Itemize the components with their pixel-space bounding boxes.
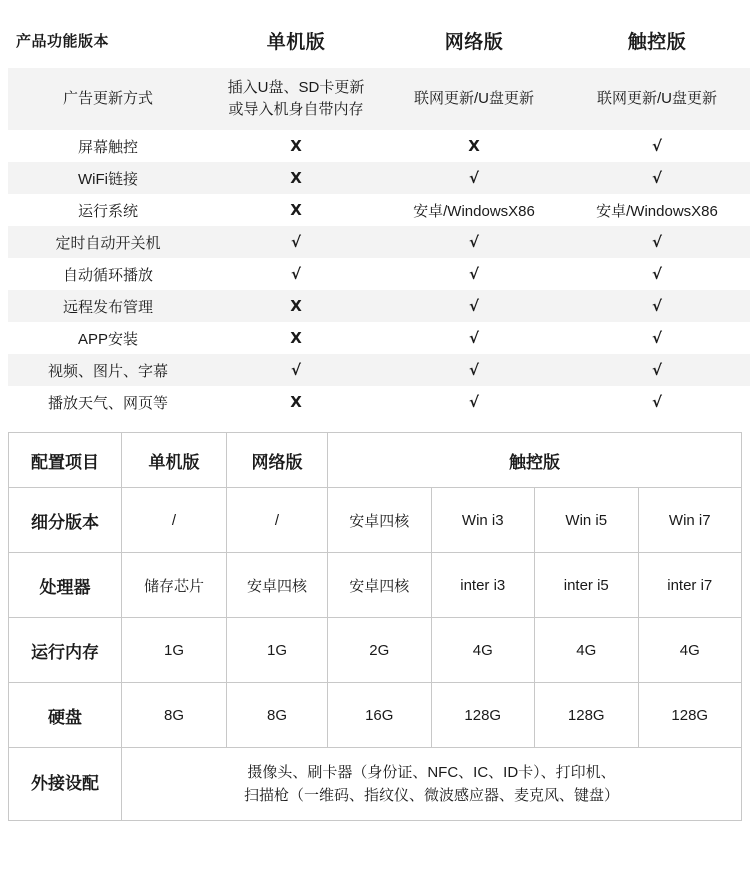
feature-value: X (290, 201, 302, 219)
feature-table-body (8, 12, 750, 418)
feature-value: √ (651, 233, 662, 251)
feature-value: √ (651, 393, 662, 411)
feature-value: 插入U盘、SD卡更新 或导入机身自带内存 (227, 79, 365, 118)
feature-value: √ (290, 233, 301, 251)
feature-label: 广告更新方式 (62, 90, 153, 108)
feature-value: √ (468, 169, 479, 187)
feature-value: 联网更新/U盘更新 (596, 90, 717, 108)
config-value: inter i3 (431, 553, 535, 618)
feature-value: √ (468, 233, 479, 251)
feature-header-touch: 触控版 (627, 31, 687, 53)
config-value: 4G (638, 618, 742, 683)
feature-value: √ (290, 361, 301, 379)
config-value: 2G (328, 618, 432, 683)
feature-value: X (290, 393, 302, 411)
config-value: / (227, 488, 328, 553)
table-row (8, 130, 750, 162)
config-value: inter i5 (535, 553, 639, 618)
feature-value: √ (290, 265, 301, 283)
config-label: 运行内存 (9, 618, 122, 683)
config-value: 128G (431, 683, 535, 748)
configuration-table-body (9, 433, 742, 821)
feature-value: √ (468, 393, 479, 411)
feature-comparison-table (8, 12, 750, 418)
config-peripherals-text: 摄像头、刷卡器（身份证、NFC、IC、ID卡）、打印机、 扫描枪（一维码、指纹仪、微波感应器、麦克风、键盘） (243, 763, 619, 804)
feature-value: √ (651, 361, 662, 379)
config-value: 储存芯片 (122, 553, 227, 618)
config-value: 安卓四核 (227, 553, 328, 618)
table-row (8, 386, 750, 418)
feature-value: √ (468, 265, 479, 283)
feature-label: 运行系统 (77, 202, 138, 220)
feature-value: √ (468, 297, 479, 315)
config-value: inter i7 (638, 553, 742, 618)
config-value: 8G (227, 683, 328, 748)
config-value: 安卓四核 (328, 553, 432, 618)
config-header-item: 配置项目 (9, 433, 122, 488)
feature-table-header-row (8, 12, 750, 68)
feature-value: √ (468, 361, 479, 379)
feature-label: 定时自动开关机 (55, 234, 161, 252)
feature-header-product: 产品功能版本 (16, 32, 110, 50)
config-value: 128G (638, 683, 742, 748)
feature-value: 安卓/WindowsX86 (596, 202, 718, 220)
configuration-table (8, 432, 742, 821)
feature-value: 联网更新/U盘更新 (413, 90, 534, 108)
feature-header-network: 网络版 (444, 31, 504, 53)
config-header-standalone: 单机版 (122, 433, 227, 488)
table-row (8, 290, 750, 322)
config-label: 外接设配 (9, 748, 122, 821)
table-row (8, 354, 750, 386)
spec-sheet-page (0, 12, 750, 888)
feature-label: 播放天气、网页等 (47, 394, 168, 412)
config-value: Win i5 (535, 488, 639, 553)
table-row (8, 68, 750, 130)
config-header-touch: 触控版 (328, 433, 742, 488)
config-value: 8G (122, 683, 227, 748)
table-row (8, 322, 750, 354)
table-row (9, 553, 742, 618)
config-value: 4G (535, 618, 639, 683)
config-value: Win i7 (638, 488, 742, 553)
feature-value: X (290, 329, 302, 347)
table-row (9, 488, 742, 553)
table-row (8, 258, 750, 290)
feature-label: 自动循环播放 (62, 266, 153, 284)
feature-header-standalone: 单机版 (266, 31, 326, 53)
config-header-row (9, 433, 742, 488)
table-row (8, 162, 750, 194)
config-value: Win i3 (431, 488, 535, 553)
config-label: 硬盘 (9, 683, 122, 748)
config-header-network: 网络版 (227, 433, 328, 488)
table-row (9, 748, 742, 821)
config-value: 1G (227, 618, 328, 683)
feature-value: X (468, 137, 480, 155)
feature-value: 安卓/WindowsX86 (413, 202, 535, 220)
table-row (8, 226, 750, 258)
feature-value: √ (651, 329, 662, 347)
table-row (8, 194, 750, 226)
config-value: 128G (535, 683, 639, 748)
config-value: 安卓四核 (328, 488, 432, 553)
config-label: 处理器 (9, 553, 122, 618)
table-row (9, 618, 742, 683)
feature-label: 远程发布管理 (62, 298, 153, 316)
config-value: 4G (431, 618, 535, 683)
feature-value: √ (651, 137, 662, 155)
feature-value: X (290, 169, 302, 187)
feature-value: X (290, 297, 302, 315)
feature-value: X (290, 137, 302, 155)
config-peripherals-value (122, 748, 742, 821)
config-value: 16G (328, 683, 432, 748)
config-value: 1G (122, 618, 227, 683)
feature-label: APP安装 (77, 330, 138, 348)
config-value: / (122, 488, 227, 553)
feature-value: √ (651, 265, 662, 283)
table-row (9, 683, 742, 748)
feature-label: WiFi链接 (78, 170, 138, 188)
feature-value: √ (651, 297, 662, 315)
feature-label: 视频、图片、字幕 (47, 362, 168, 380)
feature-value: √ (651, 169, 662, 187)
feature-label: 屏幕触控 (77, 138, 138, 156)
config-label: 细分版本 (9, 488, 122, 553)
feature-value: √ (468, 329, 479, 347)
